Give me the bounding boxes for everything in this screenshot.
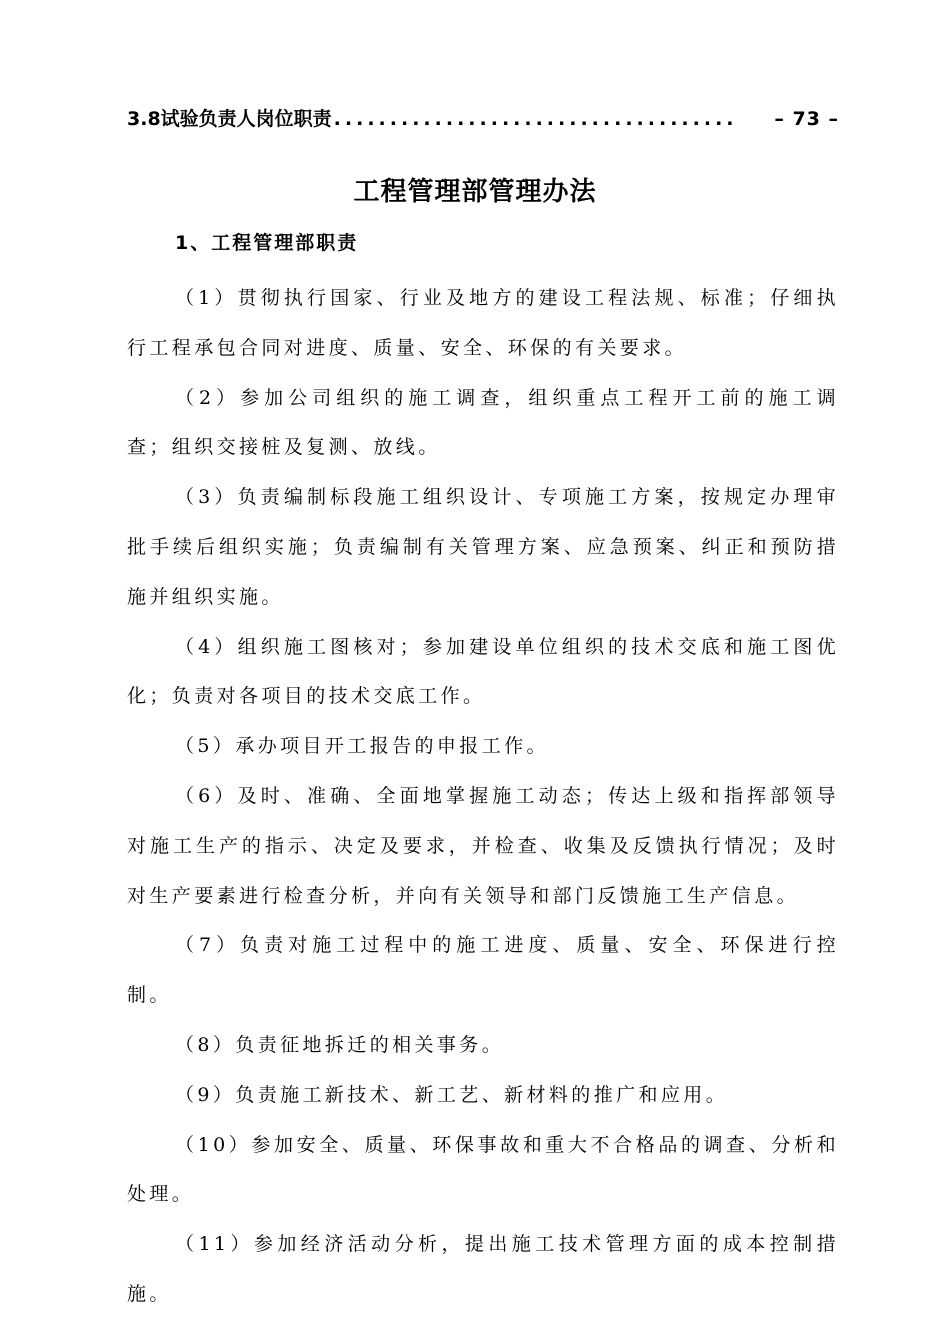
paragraph-11: （11）参加经济活动分析，提出施工技术管理方面的成本控制措施。 [127,1233,839,1305]
paragraph-9: （9）负责施工新技术、新工艺、新材料的推广和应用。 [175,1083,729,1106]
paragraph-6: （6）及时、准确、全面地掌握施工动态；传达上级和指挥部领导对施工生产的指示、决定及要求，并检查、收集及反馈执行情况；及时对生产要素进行检查分析，并向有关领导和部门反馈施工生产信息。 [127,784,839,907]
body-text [127,274,839,1320]
toc-entry-title: 3.8试验负责人岗位职责 [127,108,332,130]
paragraph-1: （1）贯彻执行国家、行业及地方的建设工程法规、标准；仔细执行工程承包合同对进度、质量、安全、环保的有关要求。 [127,287,839,359]
paragraph-8: （8）负责征地拆迁的相关事务。 [175,1033,505,1056]
paragraph-10: （10）参加安全、质量、环保事故和重大不合格品的调查、分析和处理。 [127,1133,839,1206]
toc-page-number: – 73 – [774,108,839,130]
toc-entry[interactable] [127,104,839,134]
document-title: 工程管理部管理办法 [353,177,597,207]
paragraph-4: （4）组织施工图核对；参加建设单位组织的技术交底和施工图优化；负责对各项目的技术交底工作。 [127,635,839,708]
section-heading: 1、工程管理部职责 [175,232,359,254]
paragraph-3: （3）负责编制标段施工组织设计、专项施工方案，按规定办理审批手续后组织实施；负责编制有关管理方案、应急预案、纠正和预防措施并组织实施。 [127,486,839,608]
paragraph-2: （2）参加公司组织的施工调查，组织重点工程开工前的施工调查；组织交接桩及复测、放线。 [127,386,839,459]
paragraph-5: （5）承办项目开工报告的申报工作。 [175,735,549,758]
toc-dot-leader: .................................... [333,108,738,130]
paragraph-7: （7）负责对施工过程中的施工进度、质量、安全、环保进行控制。 [127,934,839,1007]
